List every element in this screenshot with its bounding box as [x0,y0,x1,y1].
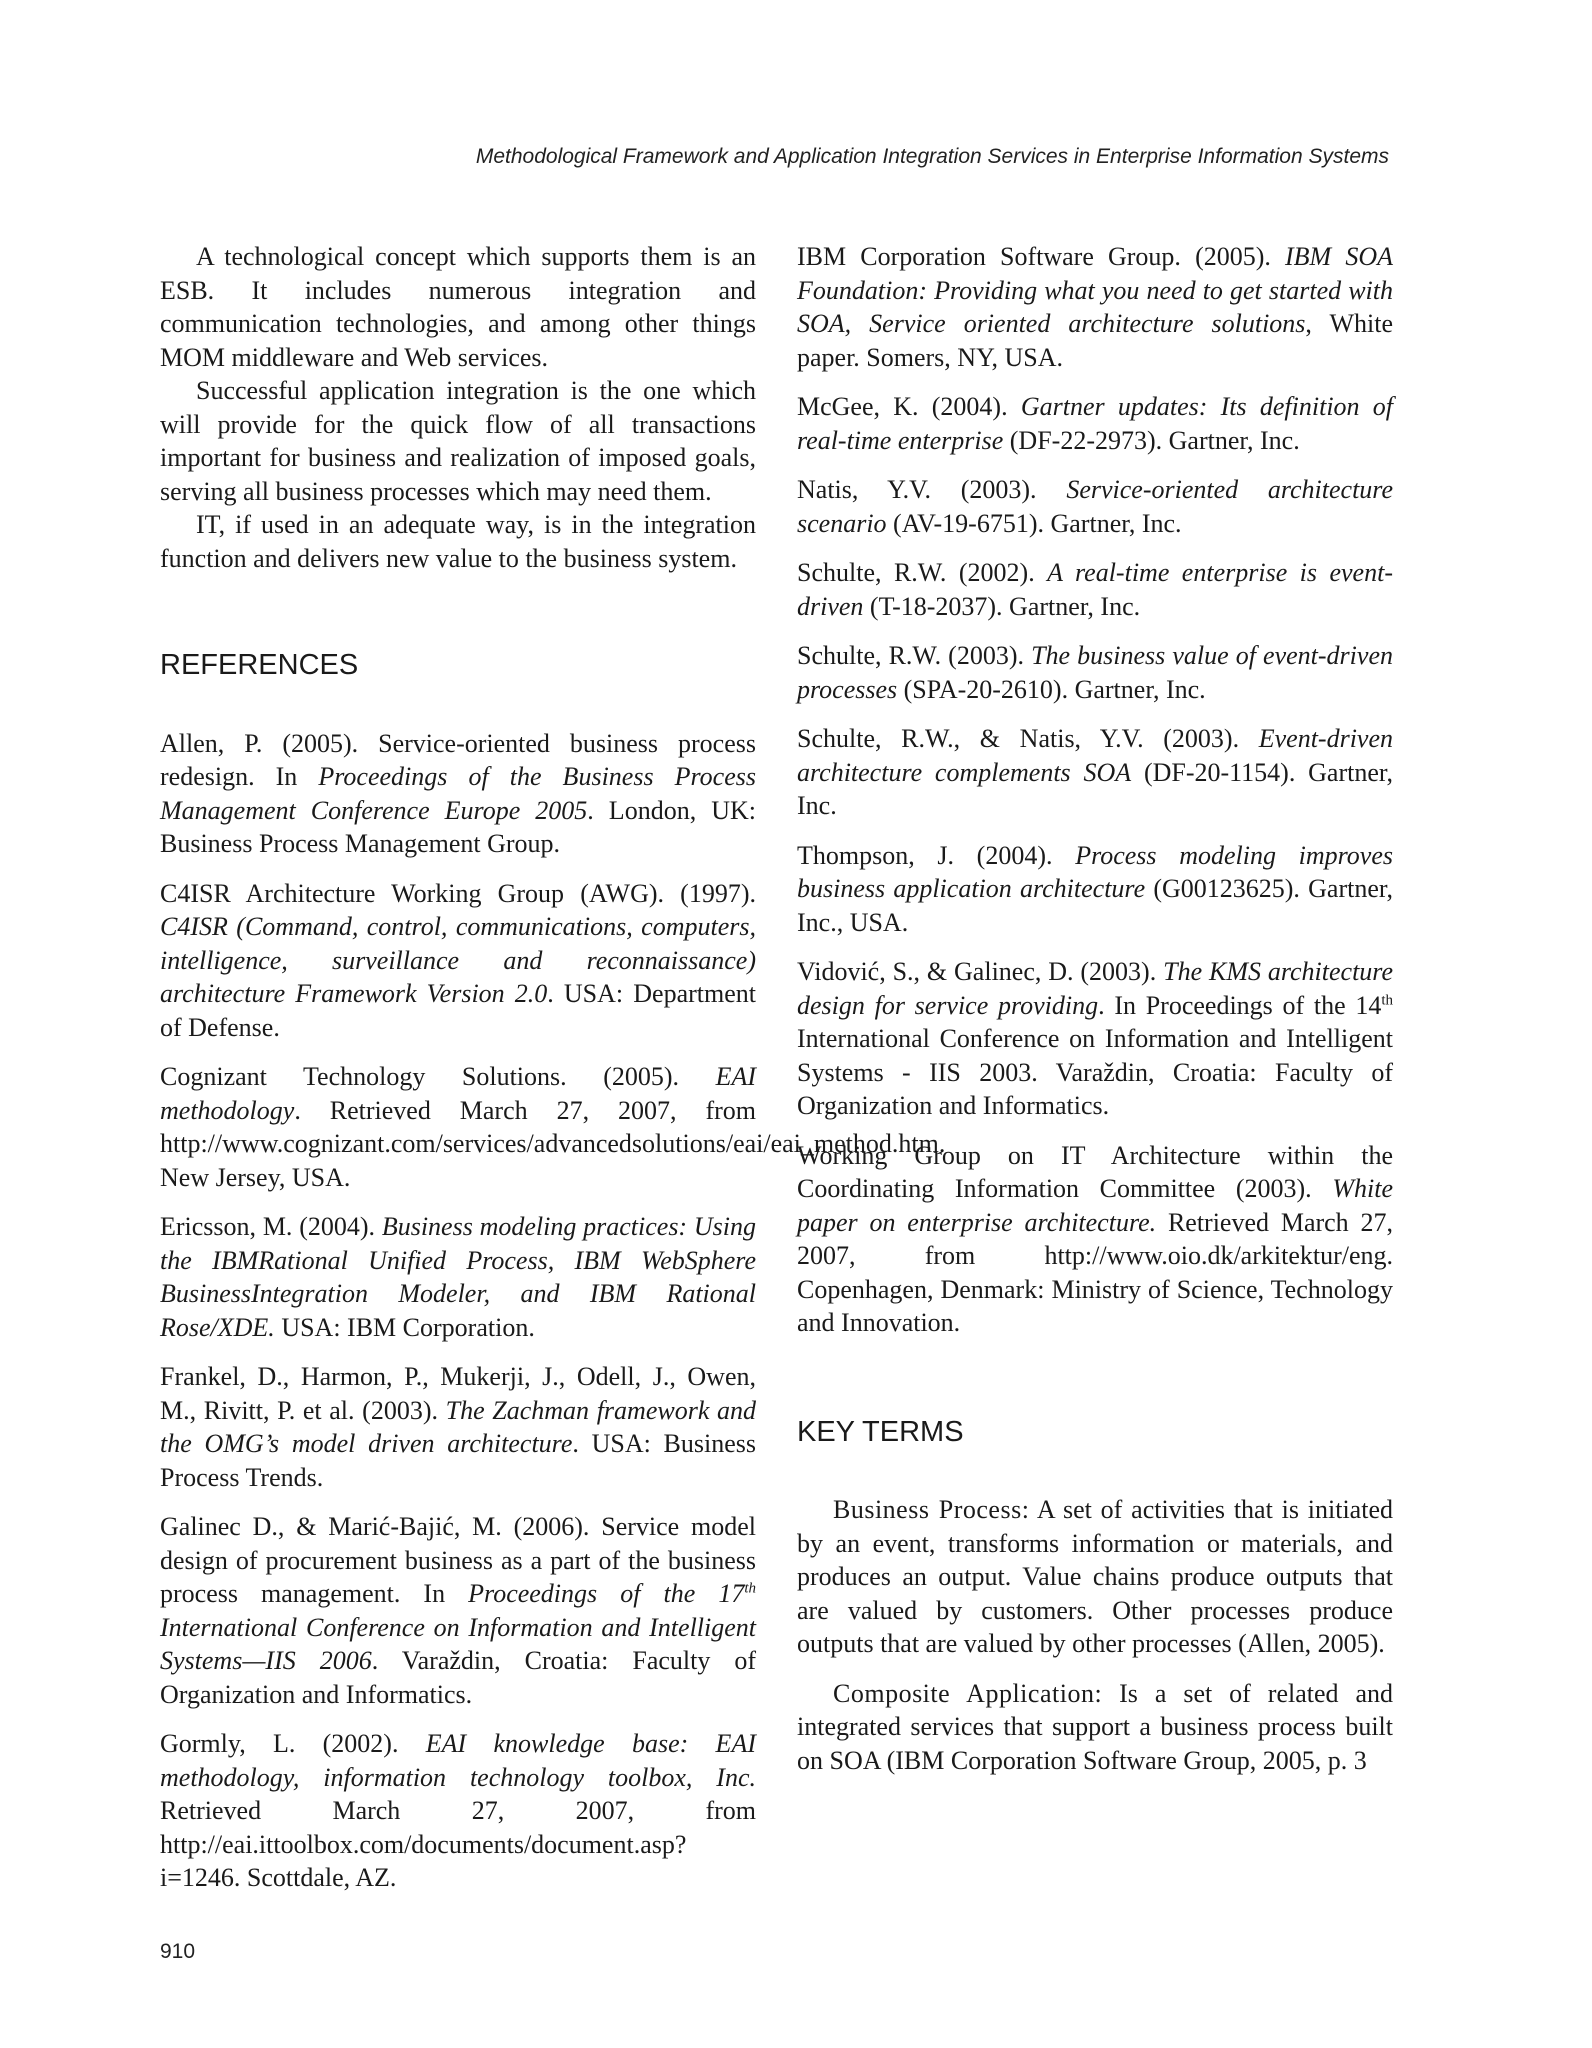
running-head: Methodological Framework and Application Integration Services in Enterprise Information Systems [475,145,1389,168]
reference-item: IBM Corporation Software Group. (2005). IBM SOA Foundation: Providing what you need to get started with SOA, Service oriented architecture solutions, White paper. Somers, NY, USA. [797,242,1393,372]
right-column [797,240,1393,1793]
references-heading: REFERENCES [160,649,359,681]
body-paragraph: IT, if used in an adequate way, is in the integration function and delivers new value to the business system. [160,510,756,573]
reference-item: Allen, P. (2005). Service-oriented business process redesign. In Proceedings of the Business Process Management Conference Europe 2005. London, UK: Business Process Management Group. [160,728,756,858]
body-paragraph: A technological concept which supports them is an ESB. It includes numerous integration and communication technologies, and among other things MOM middleware and Web services. [160,242,756,372]
reference-item: Schulte, R.W., & Natis, Y.V. (2003). Event-driven architecture complements SOA (DF-20-1154). Gartner, Inc. [797,724,1393,820]
reference-item: McGee, K. (2004). Gartner updates: Its definition of real-time enterprise (DF-22-2973). Gartner, Inc. [797,392,1394,455]
reference-item: Vidović, S., & Galinec, D. (2003). The KMS architecture design for service providing. In Proceedings of the 14th International Conference on Information and Intelligent Systems - IIS 2003. Varaždin, Croatia: Faculty of Organization and Informatics. [797,957,1394,1120]
key-term-item: Business Process: A set of activities that is initiated by an event, transforms information or materials, and produces an output. Value chains produce outputs that are valued by customers. Other processes produce outputs that are valued by other processes (Allen, 2005). [797,1495,1393,1658]
reference-item: Schulte, R.W. (2002). A real-time enterprise is event-driven (T-18-2037). Gartner, Inc. [797,558,1393,621]
reference-item: Cognizant Technology Solutions. (2005). EAI methodology. Retrieved March 27, 2007, from http://www.cognizant.com/services/advancedsolutions/eai/eai_method.htm. New Jersey, USA. [160,1062,946,1192]
reference-item: Ericsson, M. (2004). Business modeling practices: Using the IBMRational Unified Process, IBM WebSphere BusinessIntegration Modeler, and IBM Rational Rose/XDE. USA: IBM Corporation. [160,1212,756,1342]
page-number: 910 [160,1940,196,1963]
reference-item: Thompson, J. (2004). Process modeling improves business application architecture (G00123625). Gartner, Inc., USA. [797,840,1393,937]
reference-item: Gormly, L. (2002). EAI knowledge base: EAI methodology, information technology toolbox, Inc. Retrieved March 27, 2007, from http://eai.ittoolbox.com/documents/document.asp?i=1246. Scottdale, AZ. [160,1729,756,1892]
reference-item: Galinec D., & Marić-Bajić, M. (2006). Service model design of procurement business as a part of the business process management. In Proceedings of the 17th International Conference on Information and Intelligent Systems—IIS 2006. Varaždin, Croatia: Faculty of Organization and Informatics. [160,1512,756,1709]
body-paragraph: Successful application integration is the one which will provide for the quick flow of all transactions important for business and realization of imposed goals, serving all business processes which may need them. [160,376,756,506]
reference-item: Working Group on IT Architecture within the Coordinating Information Committee (2003). White paper on enterprise architecture. Retrieved March 27, 2007, from http://www.oio.dk/arkitektur/eng. Copenhagen, Denmark: Ministry of Science, Technology and Innovation. [797,1140,1393,1337]
reference-item: Natis, Y.V. (2003). Service-oriented architecture scenario (AV-19-6751). Gartner, Inc. [797,475,1393,538]
key-terms-heading: KEY TERMS [797,1415,964,1448]
reference-item: C4ISR Architecture Working Group (AWG). (1997). C4ISR (Command, control, communications, computers, intelligence, surveillance and reconnaissance) architecture Framework Version 2.0. USA: Department of Defense. [160,878,756,1042]
reference-item: Schulte, R.W. (2003). The business value of event-driven processes (SPA-20-2610). Gartner, Inc. [797,641,1393,704]
key-term-item: Composite Application: Is a set of related and integrated services that support a business process built on SOA (IBM Corporation Software Group, 2005, p. 3 [797,1678,1393,1775]
reference-item: Frankel, D., Harmon, P., Mukerji, J., Odell, J., Owen, M., Rivitt, P. et al. (2003). The Zachman framework and the OMG’s model driven architecture. USA: Business Process Trends. [160,1362,757,1492]
